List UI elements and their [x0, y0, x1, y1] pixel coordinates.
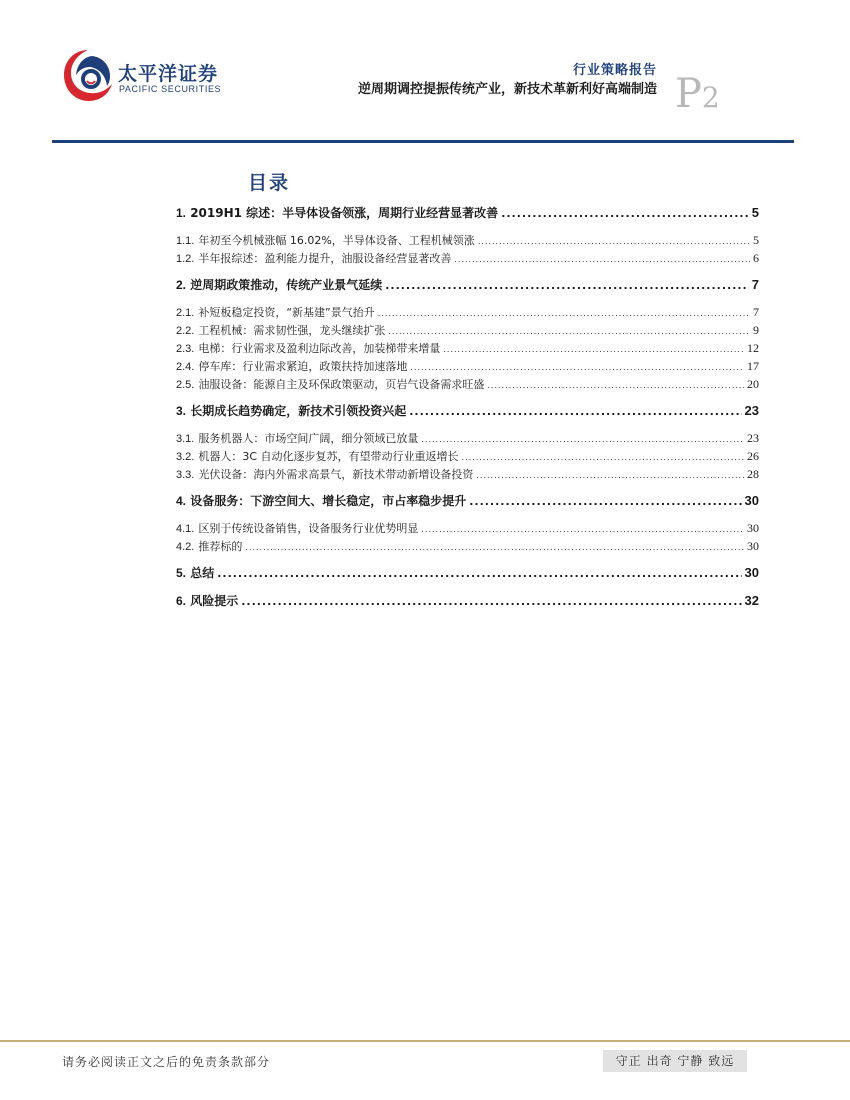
toc-heading: 目录	[248, 172, 291, 194]
toc-item-title: 推荐标的	[198, 540, 243, 553]
toc-item-number: 2.4.	[176, 361, 195, 373]
brand-name-en: PACIFIC SECURITIES	[119, 84, 222, 94]
toc-item-number: 4.2.	[176, 541, 195, 553]
toc-section-3[interactable]	[176, 403, 759, 419]
toc-item-number: 2.1.	[176, 307, 195, 319]
toc-section-title: 总结	[190, 566, 215, 580]
toc-item-number: 4.1.	[176, 523, 195, 535]
toc-item-number: 3.1.	[176, 433, 195, 445]
toc-leader-dots	[487, 377, 744, 395]
toc-leader-dots	[454, 251, 750, 269]
toc-page-number: 5	[751, 205, 759, 220]
toc-section-number: 4.	[176, 494, 187, 508]
page-number	[675, 71, 720, 117]
toc-item-2-1[interactable]	[176, 303, 759, 321]
toc-section-title: 长期成长趋势确定，新技术引领投资兴起	[190, 404, 407, 418]
footer-rule	[0, 1040, 850, 1042]
toc-page-number: 7	[751, 277, 759, 292]
toc-item-4-2[interactable]	[176, 537, 759, 555]
toc-item-2-5[interactable]	[176, 375, 759, 393]
toc-leader-dots	[245, 539, 744, 557]
logo-emblem-icon	[62, 48, 114, 104]
toc-leader-dots	[388, 323, 750, 341]
report-title: 逆周期调控提振传统产业，新技术革新利好高端制造	[357, 82, 657, 97]
footer-motto: 守正 出奇 宁静 致远	[603, 1050, 747, 1072]
toc-item-3-2[interactable]	[176, 447, 759, 465]
toc-page-number: 28	[747, 467, 759, 481]
toc-item-2-3[interactable]	[176, 339, 759, 357]
toc-item-title: 年初至今机械涨幅 16.02%，半导体设备、工程机械领涨	[198, 234, 475, 247]
toc-leader-dots	[385, 278, 749, 294]
toc-section-number: 6.	[176, 594, 187, 608]
toc-section-number: 3.	[176, 404, 187, 418]
toc-item-number: 1.2.	[176, 253, 195, 265]
toc-page-number: 9	[753, 323, 759, 337]
toc-leader-dots	[217, 566, 741, 582]
toc-page-number: 23	[747, 431, 759, 445]
brand-name-cn: 太平洋证券	[118, 63, 219, 85]
toc-leader-dots	[241, 594, 741, 610]
toc-item-title: 半年报综述：盈利能力提升，油服设备经营显著改善	[198, 252, 452, 265]
toc-page-number: 12	[747, 341, 759, 355]
company-logo	[62, 48, 230, 104]
page-number-value: 2	[701, 81, 720, 114]
toc-item-title: 机器人：3C 自动化逐步复苏，有望带动行业重返增长	[198, 450, 459, 463]
toc-section-1[interactable]	[176, 205, 759, 221]
toc-page-number: 26	[747, 449, 759, 463]
toc-item-number: 3.2.	[176, 451, 195, 463]
toc-leader-dots	[478, 233, 750, 251]
toc-item-2-4[interactable]	[176, 357, 759, 375]
toc-item-3-1[interactable]	[176, 429, 759, 447]
header-rule	[52, 140, 794, 143]
toc-page-number: 32	[744, 593, 759, 608]
report-type: 行业策略报告	[572, 63, 657, 78]
toc-leader-dots	[409, 404, 741, 420]
table-of-contents	[176, 205, 759, 609]
footer-disclaimer: 请务必阅读正文之后的免责条款部分	[62, 1055, 271, 1069]
toc-section-5[interactable]	[176, 565, 759, 581]
toc-section-2[interactable]	[176, 277, 759, 293]
toc-section-number: 1.	[176, 206, 187, 220]
toc-section-title: 设备服务：下游空间大、增长稳定，市占率稳步提升	[190, 494, 467, 508]
page-prefix: P	[675, 71, 702, 117]
toc-leader-dots	[469, 494, 741, 510]
toc-section-number: 2.	[176, 278, 187, 292]
toc-item-number: 1.1.	[176, 235, 195, 247]
toc-item-title: 补短板稳定投资，“新基建”景气抬升	[198, 306, 375, 319]
toc-leader-dots	[462, 449, 744, 467]
toc-section-number: 5.	[176, 566, 187, 580]
toc-leader-dots	[421, 521, 744, 539]
toc-item-title: 区别于传统设备销售，设备服务行业优势明显	[198, 522, 419, 535]
toc-item-4-1[interactable]	[176, 519, 759, 537]
toc-page-number: 30	[744, 565, 759, 580]
toc-item-title: 电梯：行业需求及盈利边际改善，加装梯带来增量	[198, 342, 441, 355]
toc-section-title: 风险提示	[190, 594, 239, 608]
toc-item-title: 服务机器人：市场空间广阔，细分领域已放量	[198, 432, 419, 445]
toc-item-1-1[interactable]	[176, 231, 759, 249]
toc-item-number: 2.2.	[176, 325, 195, 337]
toc-leader-dots	[476, 467, 744, 485]
toc-page-number: 17	[747, 359, 759, 373]
toc-page-number: 30	[744, 493, 759, 508]
toc-item-title: 油服设备：能源自主及环保政策驱动，页岩气设备需求旺盛	[198, 378, 485, 391]
toc-page-number: 5	[753, 233, 759, 247]
toc-item-1-2[interactable]	[176, 249, 759, 267]
toc-item-title: 光伏设备：海内外需求高景气，新技术带动新增设备投资	[198, 468, 474, 481]
toc-section-6[interactable]	[176, 593, 759, 609]
toc-page-number: 7	[753, 305, 759, 319]
toc-item-number: 2.5.	[176, 379, 195, 391]
toc-item-number: 3.3.	[176, 469, 195, 481]
toc-page-number: 30	[747, 521, 759, 535]
toc-item-number: 2.3.	[176, 343, 195, 355]
toc-leader-dots	[378, 305, 750, 323]
toc-page-number: 20	[747, 377, 759, 391]
toc-leader-dots	[501, 206, 749, 222]
toc-item-title: 工程机械：需求韧性强，龙头继续扩张	[198, 324, 386, 337]
toc-section-4[interactable]	[176, 493, 759, 509]
toc-page-number: 6	[753, 251, 759, 265]
toc-leader-dots	[421, 431, 744, 449]
toc-item-title: 停车库：行业需求紧迫，政策扶持加速落地	[198, 360, 408, 373]
toc-page-number: 30	[747, 539, 759, 553]
toc-leader-dots	[410, 359, 744, 377]
toc-section-title: 逆周期政策推动，传统产业景气延续	[190, 278, 383, 292]
toc-leader-dots	[443, 341, 744, 359]
toc-item-2-2[interactable]	[176, 321, 759, 339]
toc-page-number: 23	[744, 403, 759, 418]
toc-section-title: 2019H1 综述：半导体设备领涨，周期行业经营显著改善	[190, 206, 499, 220]
toc-item-3-3[interactable]	[176, 465, 759, 483]
